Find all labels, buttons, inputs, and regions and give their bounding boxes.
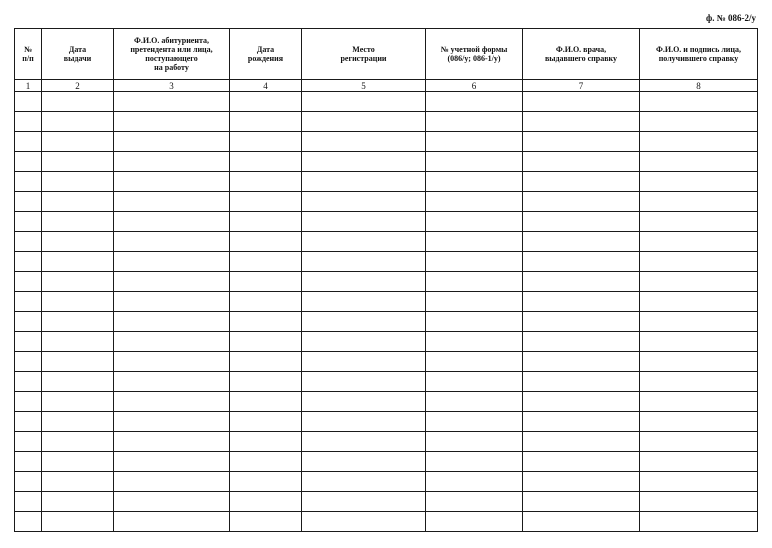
table-cell — [426, 272, 523, 292]
table-cell — [230, 432, 302, 452]
table-cell — [114, 432, 230, 452]
table-cell — [640, 232, 758, 252]
table-cell — [230, 332, 302, 352]
table-cell — [114, 372, 230, 392]
table-cell — [302, 92, 426, 112]
register-table — [14, 28, 758, 532]
table-cell — [426, 92, 523, 112]
table-cell — [426, 332, 523, 352]
table-cell — [114, 492, 230, 512]
table-cell — [302, 292, 426, 312]
table-cell — [426, 372, 523, 392]
table-cell — [230, 472, 302, 492]
table-row — [15, 292, 758, 312]
table-cell — [15, 312, 42, 332]
table-cell — [640, 152, 758, 172]
table-cell — [15, 92, 42, 112]
table-cell — [523, 332, 640, 352]
table-cell — [523, 432, 640, 452]
table-cell — [42, 252, 114, 272]
table-cell — [640, 292, 758, 312]
table-row — [15, 332, 758, 352]
table-cell — [114, 92, 230, 112]
table-cell — [42, 212, 114, 232]
table-cell — [15, 492, 42, 512]
table-row — [15, 172, 758, 192]
column-header-doctor-name: Ф.И.О. врача, выдавшего справку — [523, 29, 640, 80]
table-row — [15, 112, 758, 132]
table-cell — [230, 192, 302, 212]
table-cell — [15, 192, 42, 212]
table-cell — [523, 232, 640, 252]
table-cell — [230, 152, 302, 172]
table-cell — [15, 332, 42, 352]
table-cell — [523, 112, 640, 132]
table-cell — [230, 412, 302, 432]
table-cell — [426, 132, 523, 152]
table-cell — [523, 412, 640, 432]
table-cell — [42, 132, 114, 152]
column-number-row — [15, 80, 758, 92]
table-cell — [42, 112, 114, 132]
table-row — [15, 312, 758, 332]
table-cell — [114, 452, 230, 472]
table-row — [15, 352, 758, 372]
table-cell — [114, 232, 230, 252]
table-cell — [426, 432, 523, 452]
table-row — [15, 392, 758, 412]
column-number: 7 — [523, 80, 640, 92]
table-cell — [640, 492, 758, 512]
table-cell — [523, 252, 640, 272]
table-cell — [230, 452, 302, 472]
table-cell — [114, 312, 230, 332]
table-cell — [230, 232, 302, 252]
table-cell — [42, 312, 114, 332]
table-cell — [640, 212, 758, 232]
table-cell — [15, 172, 42, 192]
table-cell — [230, 92, 302, 112]
table-cell — [42, 492, 114, 512]
table-cell — [302, 152, 426, 172]
table-cell — [640, 472, 758, 492]
table-cell — [114, 152, 230, 172]
table-cell — [230, 172, 302, 192]
table-cell — [302, 232, 426, 252]
column-header-applicant-name: Ф.И.О. абитуриента, претендента или лица, поступающего на работу — [114, 29, 230, 80]
table-cell — [523, 512, 640, 532]
table-cell — [114, 472, 230, 492]
table-cell — [523, 392, 640, 412]
table-cell — [426, 112, 523, 132]
table-cell — [523, 272, 640, 292]
table-cell — [426, 412, 523, 432]
table-cell — [114, 192, 230, 212]
table-cell — [114, 132, 230, 152]
column-header-recipient-signature: Ф.И.О. и подпись лица, получившего справку — [640, 29, 758, 80]
table-row — [15, 252, 758, 272]
table-cell — [15, 212, 42, 232]
table-cell — [230, 132, 302, 152]
table-cell — [426, 292, 523, 312]
table-cell — [15, 452, 42, 472]
table-cell — [114, 272, 230, 292]
table-row — [15, 232, 758, 252]
table-cell — [426, 152, 523, 172]
table-cell — [15, 472, 42, 492]
table-cell — [230, 372, 302, 392]
table-cell — [523, 212, 640, 232]
table-cell — [426, 312, 523, 332]
table-cell — [302, 352, 426, 372]
table-cell — [230, 312, 302, 332]
table-cell — [302, 212, 426, 232]
table-row — [15, 212, 758, 232]
table-cell — [426, 452, 523, 472]
table-cell — [114, 392, 230, 412]
table-cell — [42, 232, 114, 252]
table-cell — [230, 212, 302, 232]
table-cell — [15, 392, 42, 412]
table-row — [15, 432, 758, 452]
table-cell — [640, 332, 758, 352]
table-cell — [114, 212, 230, 232]
table-cell — [42, 452, 114, 472]
table-cell — [42, 512, 114, 532]
table-row — [15, 492, 758, 512]
column-header-registration-place: Место регистрации — [302, 29, 426, 80]
table-cell — [302, 392, 426, 412]
table-cell — [42, 272, 114, 292]
table-row — [15, 412, 758, 432]
column-header-form-number: № учетной формы (086/у; 086-1/у) — [426, 29, 523, 80]
table-cell — [15, 252, 42, 272]
table-cell — [15, 292, 42, 312]
table-cell — [15, 232, 42, 252]
table-cell — [640, 172, 758, 192]
table-row — [15, 152, 758, 172]
table-row — [15, 452, 758, 472]
table-row — [15, 512, 758, 532]
table-cell — [426, 352, 523, 372]
table-cell — [15, 352, 42, 372]
table-cell — [230, 512, 302, 532]
table-cell — [640, 132, 758, 152]
table-cell — [42, 352, 114, 372]
table-cell — [42, 332, 114, 352]
table-cell — [640, 312, 758, 332]
table-cell — [114, 332, 230, 352]
table-cell — [230, 252, 302, 272]
table-cell — [42, 412, 114, 432]
table-header-row — [15, 29, 758, 80]
table-cell — [15, 272, 42, 292]
table-cell — [230, 272, 302, 292]
table-cell — [230, 292, 302, 312]
table-cell — [302, 312, 426, 332]
table-cell — [302, 472, 426, 492]
table-cell — [640, 432, 758, 452]
table-cell — [523, 312, 640, 332]
table-cell — [42, 152, 114, 172]
table-cell — [42, 372, 114, 392]
table-cell — [15, 372, 42, 392]
table-cell — [640, 412, 758, 432]
column-header-number: № п/п — [15, 29, 42, 80]
table-cell — [42, 192, 114, 212]
table-row — [15, 472, 758, 492]
table-cell — [640, 452, 758, 472]
table-cell — [302, 272, 426, 292]
table-row — [15, 192, 758, 212]
table-cell — [523, 352, 640, 372]
table-cell — [426, 232, 523, 252]
table-cell — [15, 412, 42, 432]
table-cell — [523, 372, 640, 392]
table-cell — [42, 172, 114, 192]
register-body — [15, 92, 758, 532]
table-cell — [114, 112, 230, 132]
table-cell — [523, 92, 640, 112]
table-cell — [230, 492, 302, 512]
table-cell — [302, 192, 426, 212]
table-cell — [426, 192, 523, 212]
table-cell — [15, 132, 42, 152]
table-cell — [302, 432, 426, 452]
table-cell — [523, 192, 640, 212]
table-cell — [640, 272, 758, 292]
table-cell — [15, 512, 42, 532]
table-cell — [42, 292, 114, 312]
table-cell — [230, 352, 302, 372]
table-row — [15, 92, 758, 112]
table-cell — [302, 252, 426, 272]
table-cell — [426, 392, 523, 412]
table-cell — [426, 252, 523, 272]
table-cell — [640, 92, 758, 112]
table-cell — [426, 172, 523, 192]
table-cell — [523, 472, 640, 492]
table-cell — [426, 512, 523, 532]
form-code: ф. № 086-2/у — [705, 13, 756, 23]
table-cell — [640, 512, 758, 532]
table-cell — [42, 472, 114, 492]
column-number: 6 — [426, 80, 523, 92]
table-cell — [640, 252, 758, 272]
column-number: 3 — [114, 80, 230, 92]
table-cell — [114, 512, 230, 532]
table-cell — [302, 452, 426, 472]
column-number: 2 — [42, 80, 114, 92]
table-cell — [302, 492, 426, 512]
table-cell — [15, 432, 42, 452]
table-cell — [114, 352, 230, 372]
table-cell — [15, 152, 42, 172]
table-cell — [230, 392, 302, 412]
table-cell — [114, 412, 230, 432]
table-cell — [523, 452, 640, 472]
table-cell — [640, 372, 758, 392]
table-cell — [523, 292, 640, 312]
table-cell — [640, 112, 758, 132]
table-cell — [114, 172, 230, 192]
table-cell — [426, 472, 523, 492]
column-number: 5 — [302, 80, 426, 92]
table-row — [15, 272, 758, 292]
table-cell — [523, 172, 640, 192]
table-cell — [302, 332, 426, 352]
table-cell — [302, 412, 426, 432]
table-cell — [302, 372, 426, 392]
table-cell — [230, 112, 302, 132]
column-header-issue-date: Дата выдачи — [42, 29, 114, 80]
table-row — [15, 132, 758, 152]
table-cell — [523, 492, 640, 512]
table-cell — [15, 112, 42, 132]
table-cell — [523, 132, 640, 152]
table-cell — [640, 392, 758, 412]
table-cell — [426, 212, 523, 232]
table-cell — [114, 292, 230, 312]
table-cell — [640, 192, 758, 212]
table-cell — [640, 352, 758, 372]
table-cell — [302, 132, 426, 152]
table-cell — [302, 512, 426, 532]
table-row — [15, 372, 758, 392]
table-cell — [114, 252, 230, 272]
table-cell — [42, 92, 114, 112]
column-number: 8 — [640, 80, 758, 92]
table-cell — [42, 432, 114, 452]
table-cell — [426, 492, 523, 512]
column-number: 4 — [230, 80, 302, 92]
table-cell — [523, 152, 640, 172]
table-cell — [302, 112, 426, 132]
table-cell — [42, 392, 114, 412]
column-header-birth-date: Дата рождения — [230, 29, 302, 80]
column-number: 1 — [15, 80, 42, 92]
table-cell — [302, 172, 426, 192]
